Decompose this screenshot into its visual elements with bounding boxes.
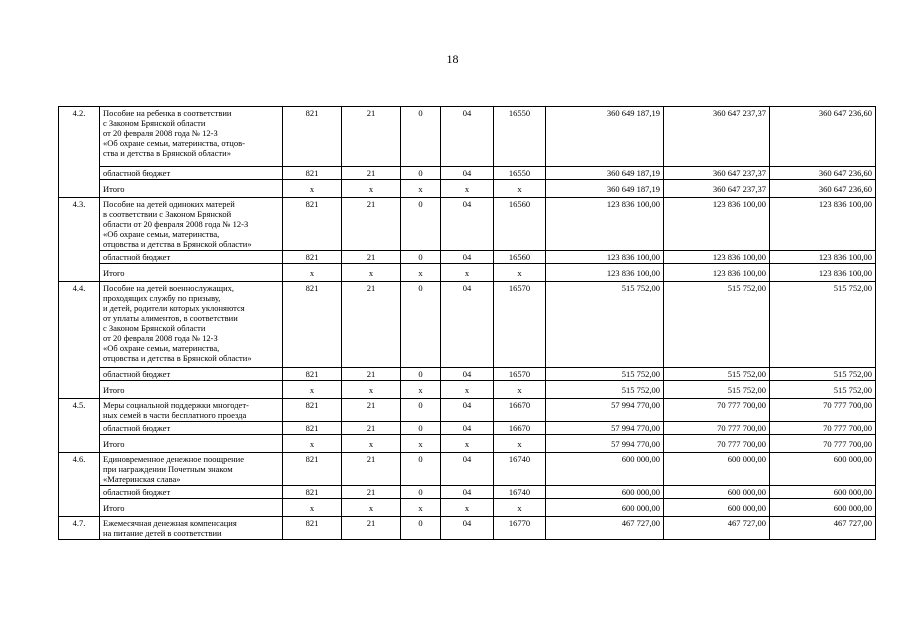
sum-cell: 467 727,00 — [770, 517, 876, 540]
code-cell: 21 — [342, 368, 401, 381]
code-cell: 04 — [441, 282, 494, 368]
sum-cell: 70 777 700,00 — [770, 435, 876, 453]
sum-cell: 600 000,00 — [546, 499, 664, 517]
code-cell: x — [494, 381, 546, 399]
total-row — [59, 180, 876, 198]
sum-cell: 600 000,00 — [770, 499, 876, 517]
code-cell: 821 — [283, 422, 342, 435]
code-cell: 04 — [441, 251, 494, 264]
code-cell: x — [342, 499, 401, 517]
code-cell: 0 — [401, 486, 441, 499]
sum-cell: 467 727,00 — [664, 517, 770, 540]
code-cell: 821 — [283, 399, 342, 422]
code-cell: 16560 — [494, 198, 546, 251]
code-cell: 821 — [283, 453, 342, 486]
sum-cell: 360 647 236,60 — [770, 180, 876, 198]
section-number: 4.6. — [59, 453, 100, 517]
budget-label: областной бюджет — [100, 486, 283, 499]
sum-cell: 515 752,00 — [770, 282, 876, 368]
code-cell: 04 — [441, 198, 494, 251]
section-name: Пособие на детей военнослужащих, проходящих службу по призыву, и детей, родители которых уклоняются от уплаты алиментов, в соответствии с Законом Брянской области от 20 февраля 2008 года № 12-З «Об охране семьи, материнства, отцовства и детства в Брянской области» — [100, 282, 283, 368]
sum-cell: 600 000,00 — [770, 453, 876, 486]
code-cell: 0 — [401, 198, 441, 251]
sum-cell: 70 777 700,00 — [770, 399, 876, 422]
code-cell: 16740 — [494, 486, 546, 499]
budget-subrow — [59, 422, 876, 435]
section-name: Единовременное денежное поощрение при награждении Почетным знаком «Материнская слава» — [100, 453, 283, 486]
code-cell: 821 — [283, 486, 342, 499]
sum-cell: 123 836 100,00 — [770, 264, 876, 282]
total-label: Итого — [100, 499, 283, 517]
section-row — [59, 453, 876, 486]
code-cell: x — [401, 180, 441, 198]
sum-cell: 70 777 700,00 — [664, 399, 770, 422]
sum-cell: 123 836 100,00 — [770, 251, 876, 264]
section-name: Меры социальной поддержки многодет- ных семей в части бесплатного проезда — [100, 399, 283, 422]
code-cell: 16560 — [494, 251, 546, 264]
sum-cell: 360 649 187,19 — [546, 180, 664, 198]
code-cell: 16740 — [494, 453, 546, 486]
total-label: Итого — [100, 180, 283, 198]
total-row — [59, 381, 876, 399]
code-cell: 821 — [283, 517, 342, 540]
page-number: 18 — [446, 52, 459, 66]
code-cell: x — [283, 264, 342, 282]
code-cell: 21 — [342, 422, 401, 435]
code-cell: 04 — [441, 517, 494, 540]
section-name: Ежемесячная денежная компенсация на питание детей в соответствии — [100, 517, 283, 540]
total-row — [59, 435, 876, 453]
section-number: 4.4. — [59, 282, 100, 399]
sum-cell: 57 994 770,00 — [546, 435, 664, 453]
sum-cell: 70 777 700,00 — [664, 422, 770, 435]
sum-cell: 600 000,00 — [664, 453, 770, 486]
code-cell: x — [441, 264, 494, 282]
code-cell: x — [283, 381, 342, 399]
code-cell: x — [401, 499, 441, 517]
code-cell: x — [283, 435, 342, 453]
section-row — [59, 198, 876, 251]
code-cell: 21 — [342, 486, 401, 499]
sum-cell: 515 752,00 — [664, 381, 770, 399]
code-cell: 21 — [342, 107, 401, 167]
sum-cell: 515 752,00 — [770, 368, 876, 381]
code-cell: 04 — [441, 368, 494, 381]
section-number: 4.7. — [59, 517, 100, 540]
sum-cell: 515 752,00 — [770, 381, 876, 399]
sum-cell: 123 836 100,00 — [546, 198, 664, 251]
sum-cell: 515 752,00 — [546, 381, 664, 399]
sum-cell: 70 777 700,00 — [664, 435, 770, 453]
sum-cell: 600 000,00 — [546, 486, 664, 499]
code-cell: 0 — [401, 453, 441, 486]
section-name: Пособие на детей одиноких матерей в соответствии с Законом Брянской области от 20 февраля 2008 года № 12-З «Об охране семьи, материнства, отцовства и детства в Брянской области» — [100, 198, 283, 251]
code-cell: 0 — [401, 167, 441, 180]
sum-cell: 70 777 700,00 — [770, 422, 876, 435]
code-cell: x — [494, 180, 546, 198]
code-cell: 821 — [283, 198, 342, 251]
budget-subrow — [59, 251, 876, 264]
sum-cell: 360 649 187,19 — [546, 107, 664, 167]
total-label: Итого — [100, 264, 283, 282]
code-cell: 821 — [283, 368, 342, 381]
code-cell: 21 — [342, 453, 401, 486]
code-cell: 04 — [441, 486, 494, 499]
sum-cell: 57 994 770,00 — [546, 399, 664, 422]
sum-cell: 467 727,00 — [546, 517, 664, 540]
sum-cell: 123 836 100,00 — [770, 198, 876, 251]
sum-cell: 123 836 100,00 — [546, 251, 664, 264]
code-cell: x — [401, 381, 441, 399]
code-cell: 821 — [283, 251, 342, 264]
code-cell: 821 — [283, 282, 342, 368]
code-cell: x — [401, 435, 441, 453]
code-cell: 21 — [342, 399, 401, 422]
sum-cell: 600 000,00 — [770, 486, 876, 499]
code-cell: x — [283, 499, 342, 517]
sum-cell: 360 647 236,60 — [770, 107, 876, 167]
code-cell: x — [342, 435, 401, 453]
sum-cell: 600 000,00 — [664, 499, 770, 517]
code-cell: x — [401, 264, 441, 282]
code-cell: 21 — [342, 251, 401, 264]
total-row — [59, 499, 876, 517]
code-cell: x — [342, 264, 401, 282]
code-cell: 0 — [401, 282, 441, 368]
sum-cell: 515 752,00 — [664, 368, 770, 381]
section-number: 4.2. — [59, 107, 100, 198]
code-cell: x — [494, 435, 546, 453]
budget-table — [58, 106, 876, 540]
code-cell: x — [441, 499, 494, 517]
code-cell: 821 — [283, 107, 342, 167]
code-cell: 821 — [283, 167, 342, 180]
sum-cell: 360 647 236,60 — [770, 167, 876, 180]
code-cell: 04 — [441, 107, 494, 167]
sum-cell: 515 752,00 — [546, 282, 664, 368]
section-row — [59, 399, 876, 422]
code-cell: 21 — [342, 282, 401, 368]
code-cell: x — [283, 180, 342, 198]
code-cell: 04 — [441, 422, 494, 435]
code-cell: 16770 — [494, 517, 546, 540]
code-cell: 04 — [441, 399, 494, 422]
sum-cell: 123 836 100,00 — [664, 251, 770, 264]
section-row — [59, 282, 876, 368]
budget-subrow — [59, 486, 876, 499]
code-cell: 21 — [342, 517, 401, 540]
sum-cell: 515 752,00 — [546, 368, 664, 381]
budget-subrow — [59, 368, 876, 381]
sum-cell: 515 752,00 — [664, 282, 770, 368]
section-row — [59, 107, 876, 167]
code-cell: x — [441, 381, 494, 399]
code-cell: 16570 — [494, 368, 546, 381]
sum-cell: 600 000,00 — [546, 453, 664, 486]
total-row — [59, 264, 876, 282]
sum-cell: 123 836 100,00 — [546, 264, 664, 282]
code-cell: 04 — [441, 453, 494, 486]
table-body — [59, 107, 876, 540]
section-number: 4.5. — [59, 399, 100, 453]
budget-subrow — [59, 167, 876, 180]
total-label: Итого — [100, 381, 283, 399]
code-cell: 16670 — [494, 399, 546, 422]
sum-cell: 360 647 237,37 — [664, 180, 770, 198]
code-cell: 16550 — [494, 167, 546, 180]
code-cell: x — [441, 435, 494, 453]
budget-label: областной бюджет — [100, 368, 283, 381]
code-cell: x — [494, 499, 546, 517]
code-cell: 21 — [342, 167, 401, 180]
code-cell: x — [441, 180, 494, 198]
sum-cell: 360 647 237,37 — [664, 167, 770, 180]
total-label: Итого — [100, 435, 283, 453]
code-cell: 0 — [401, 399, 441, 422]
section-name: Пособие на ребенка в соответствии с Законом Брянской области от 20 февраля 2008 года № 12-З «Об охране семьи, материнства, отцов- ства и детства в Брянской области» — [100, 107, 283, 167]
sum-cell: 360 647 237,37 — [664, 107, 770, 167]
sum-cell: 123 836 100,00 — [664, 198, 770, 251]
code-cell: 0 — [401, 107, 441, 167]
code-cell: 0 — [401, 251, 441, 264]
code-cell: 16670 — [494, 422, 546, 435]
code-cell: 0 — [401, 422, 441, 435]
section-number: 4.3. — [59, 198, 100, 282]
sum-cell: 360 649 187,19 — [546, 167, 664, 180]
code-cell: 04 — [441, 167, 494, 180]
budget-label: областной бюджет — [100, 167, 283, 180]
code-cell: x — [342, 180, 401, 198]
sum-cell: 123 836 100,00 — [664, 264, 770, 282]
code-cell: 16570 — [494, 282, 546, 368]
code-cell: x — [342, 381, 401, 399]
code-cell: 16550 — [494, 107, 546, 167]
budget-label: областной бюджет — [100, 251, 283, 264]
code-cell: 0 — [401, 368, 441, 381]
budget-label: областной бюджет — [100, 422, 283, 435]
code-cell: x — [494, 264, 546, 282]
code-cell: 0 — [401, 517, 441, 540]
sum-cell: 57 994 770,00 — [546, 422, 664, 435]
section-row — [59, 517, 876, 540]
sum-cell: 600 000,00 — [664, 486, 770, 499]
code-cell: 21 — [342, 198, 401, 251]
